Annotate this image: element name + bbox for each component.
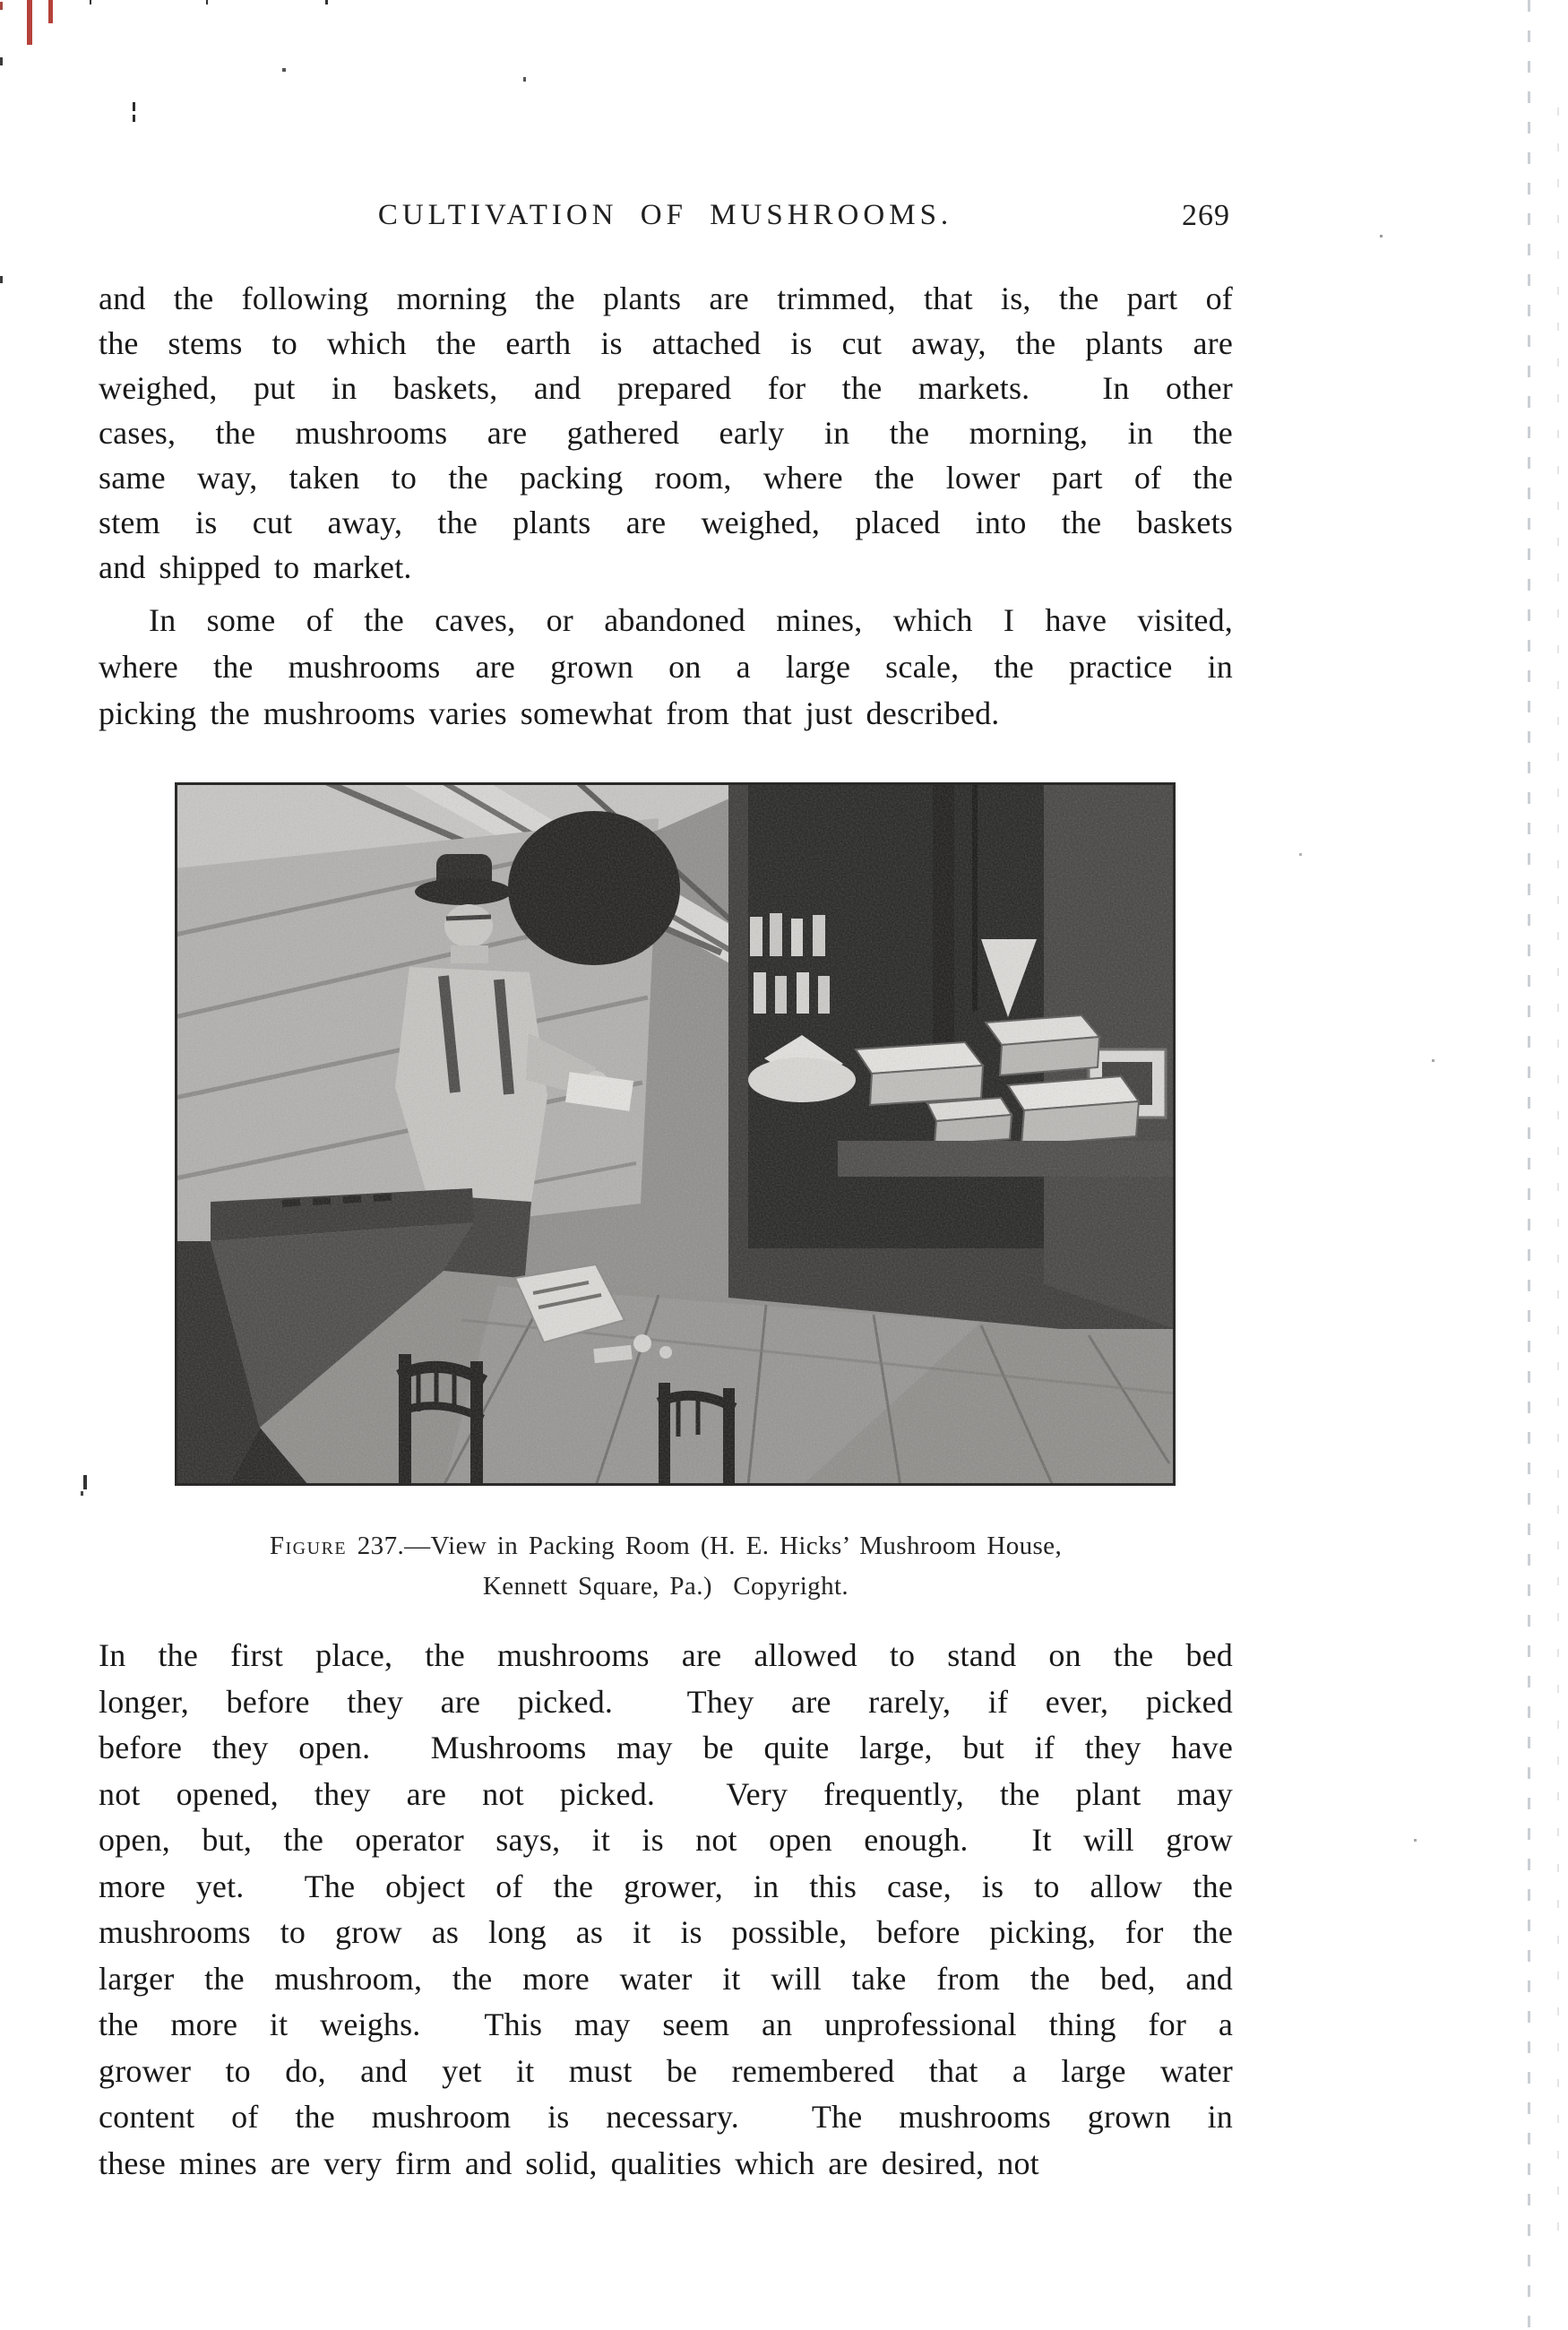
red-pen-mark	[0, 2, 3, 10]
scan-speck	[282, 68, 286, 72]
text-line: mushrooms to grow as long as it is possible, before picking, for the	[99, 1914, 1233, 1950]
scan-edge-dashes	[1557, 108, 1559, 2258]
text-line: content of the mushroom is necessary. The mushrooms grown in	[99, 2099, 1233, 2135]
scan-speck	[0, 57, 3, 65]
scan-speck	[83, 1475, 87, 1489]
text-line: picking the mushrooms varies somewhat from that just described.	[99, 695, 1000, 731]
scan-speck	[523, 77, 526, 82]
scan-speck	[206, 0, 208, 4]
scan-speck	[90, 0, 91, 4]
red-pen-mark	[27, 0, 32, 45]
text-line: cases, the mushrooms are gathered early in the morning, in the	[99, 415, 1233, 451]
figure-caption	[99, 1526, 1233, 1607]
paragraph-2	[99, 597, 1233, 737]
paragraph-1	[99, 276, 1233, 590]
caption-line-2: Kennett Square, Pa.) Copyright.	[482, 1572, 849, 1601]
caption-rest: 237.—View in Packing Room (H. E. Hicks’ Mushroom House,	[347, 1532, 1063, 1560]
scan-speck	[1414, 1839, 1417, 1842]
text-line: In some of the caves, or abandoned mines, which I have visited,	[149, 602, 1233, 638]
text-line: grower to do, and yet it must be remembered that a large water	[99, 2052, 1233, 2089]
text-line: In the first place, the mushrooms are allowed to stand on the bed	[99, 1637, 1233, 1673]
scan-edge-dashes	[1528, 0, 1530, 2330]
scan-speck	[1432, 1059, 1434, 1062]
text-line: the more it weighs. This may seem an unprofessional thing for a	[99, 2006, 1233, 2042]
figure-photo	[175, 782, 1176, 1486]
text-line: longer, before they are picked. They are rarely, if ever, picked	[99, 1683, 1233, 1720]
text-line: open, but, the operator says, it is not open enough. It will grow	[99, 1822, 1233, 1858]
scan-speck	[81, 1491, 83, 1496]
caption-figure-label: Figure	[269, 1532, 348, 1560]
text-line: where the mushrooms are grown on a large scale, the practice in	[99, 649, 1233, 685]
text-line: and the following morning the plants are trimmed, that is, the part of	[99, 280, 1233, 316]
caption-line-1	[99, 1526, 1233, 1566]
text-line: these mines are very firm and solid, qualities which are desired, not	[99, 2144, 1039, 2181]
running-head	[99, 199, 1232, 238]
text-line: stem is cut away, the plants are weighed, placed into the baskets	[99, 505, 1233, 540]
text-line: larger the mushroom, the more water it will take from the bed, and	[99, 1960, 1233, 1997]
text-line: and shipped to market.	[99, 549, 412, 585]
red-pen-mark	[48, 0, 53, 23]
scan-speck	[0, 276, 3, 283]
text-line: not opened, they are not picked. Very frequently, the plant may	[99, 1775, 1233, 1812]
text-line: same way, taken to the packing room, where the lower part of the	[99, 460, 1233, 496]
scan-speck	[133, 115, 135, 122]
page-number: 269	[1182, 199, 1230, 232]
text-line: the stems to which the earth is attached is cut away, the plants are	[99, 325, 1233, 361]
scan-speck	[1299, 853, 1302, 856]
text-line: more yet. The object of the grower, in this case, is to allow the	[99, 1868, 1233, 1904]
scan-speck	[133, 102, 135, 111]
scan-speck	[325, 0, 328, 4]
text-line: weighed, put in baskets, and prepared for the markets. In other	[99, 370, 1233, 406]
paragraph-3	[99, 1633, 1233, 2187]
text-line: before they open. Mushrooms may be quite large, but if they have	[99, 1730, 1233, 1765]
page-title: CULTIVATION OF MUSHROOMS.	[377, 199, 953, 231]
scan-speck	[1380, 235, 1383, 237]
figure-237	[175, 782, 1176, 1486]
